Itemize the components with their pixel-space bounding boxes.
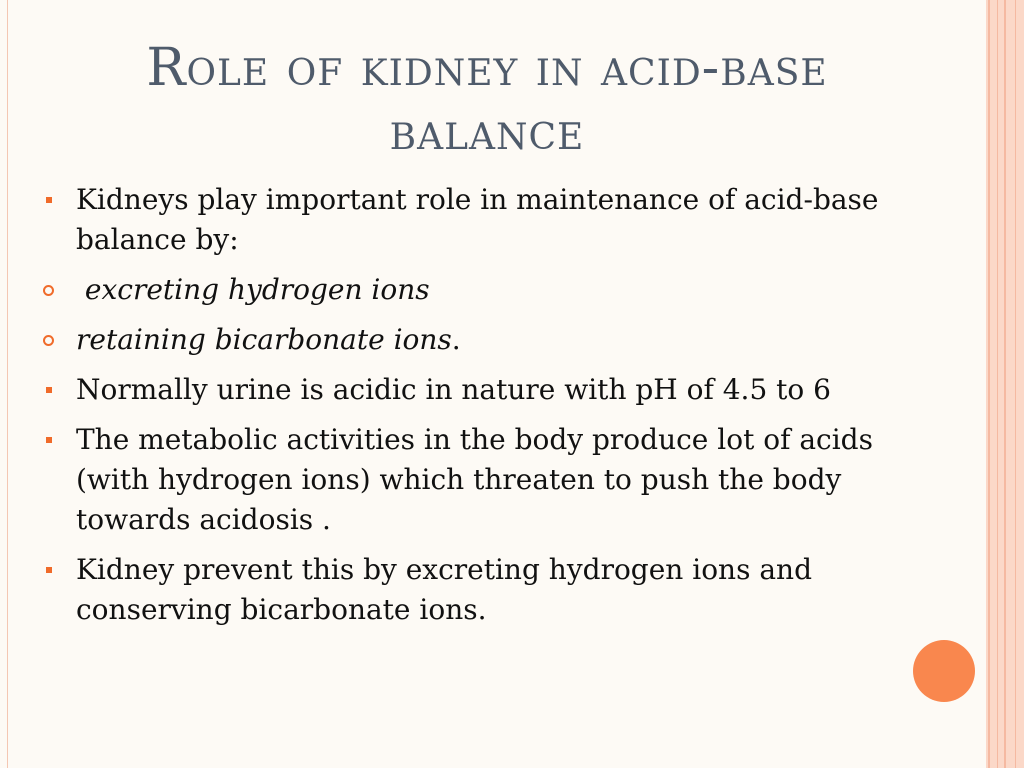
square-bullet-icon <box>46 197 52 203</box>
item-text: The metabolic activities in the body produce lot of acids (with hydrogen ions) which threaten to push the body towards acidosis . <box>76 423 873 536</box>
left-border-line <box>7 0 8 768</box>
list-item <box>40 370 900 410</box>
item-text: Normally urine is acidic in nature with pH of 4.5 to 6 <box>76 373 831 406</box>
item-text: excreting hydrogen ions <box>76 273 430 306</box>
list-item <box>40 270 900 310</box>
title-line-1: Role of kidney in acid-base <box>146 38 828 98</box>
list-item <box>40 320 900 360</box>
right-decor-line <box>1004 0 1006 768</box>
right-decor-line <box>988 0 990 768</box>
list-item <box>40 180 900 260</box>
decorative-circle <box>913 640 975 702</box>
list-item <box>40 550 900 630</box>
title-line-2: balance <box>389 102 585 162</box>
item-text: retaining bicarbonate ions <box>76 323 452 356</box>
item-text: Kidney prevent this by excreting hydrogen ions and conserving bicarbonate ions. <box>76 553 812 626</box>
square-bullet-icon <box>46 437 52 443</box>
slide-title <box>40 36 934 164</box>
item-text: Kidneys play important role in maintenance of acid-base balance by: <box>76 183 879 256</box>
ring-bullet-icon <box>43 285 54 296</box>
square-bullet-icon <box>46 567 52 573</box>
item-suffix: . <box>451 323 461 356</box>
square-bullet-icon <box>46 387 52 393</box>
right-decor-line <box>997 0 998 768</box>
right-decor-line <box>1015 0 1016 768</box>
list-item <box>40 420 900 540</box>
ring-bullet-icon <box>43 335 54 346</box>
bullet-list <box>40 180 900 640</box>
